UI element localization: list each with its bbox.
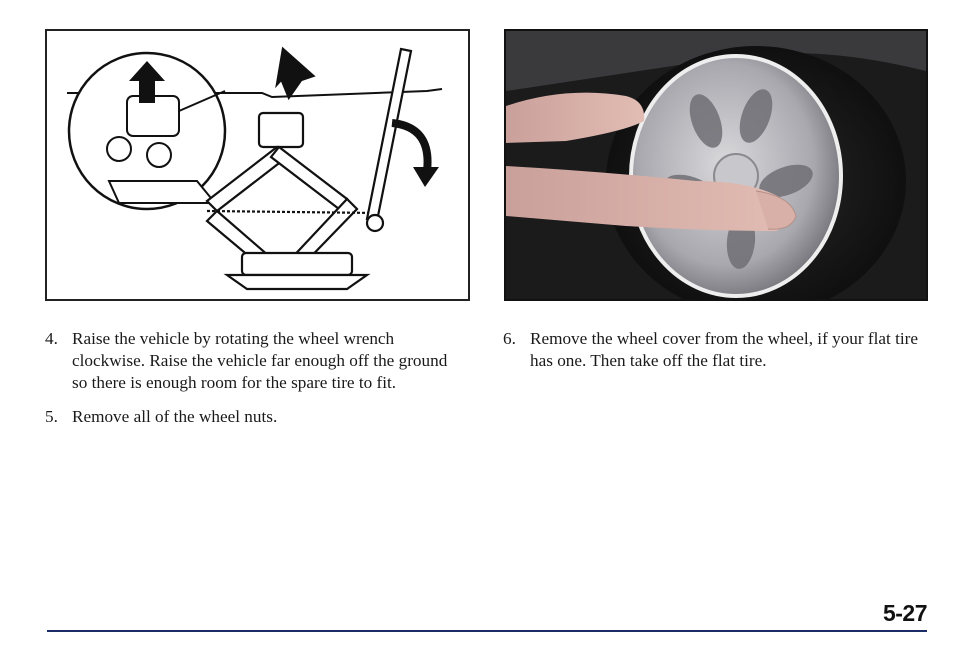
step-number: 5. [45, 407, 58, 426]
instructions-right [503, 328, 933, 384]
step-text: Remove all of the wheel nuts. [72, 407, 278, 426]
jack-illustration [45, 29, 470, 301]
scissor-jack-illustration [47, 31, 468, 299]
step-6 [503, 328, 933, 372]
footer-rule [47, 630, 927, 632]
step-text: Raise the vehicle by rotating the wheel wrench clockwise. Raise the vehicle far enough off the ground so there is enough room for the spare tire to fit. [72, 329, 448, 392]
page-number: 5-27 [879, 600, 927, 627]
rotate-arrow-icon [413, 167, 439, 187]
instructions-left [45, 328, 455, 440]
step-number: 6. [503, 329, 516, 348]
step-text: Remove the wheel cover from the wheel, if your flat tire has one. Then take off the flat tire. [530, 329, 919, 370]
step-4 [45, 328, 455, 394]
step-number: 4. [45, 329, 58, 348]
wheel-photo [504, 29, 928, 301]
wheel-cover-photo [506, 31, 926, 299]
step-5 [45, 406, 455, 428]
